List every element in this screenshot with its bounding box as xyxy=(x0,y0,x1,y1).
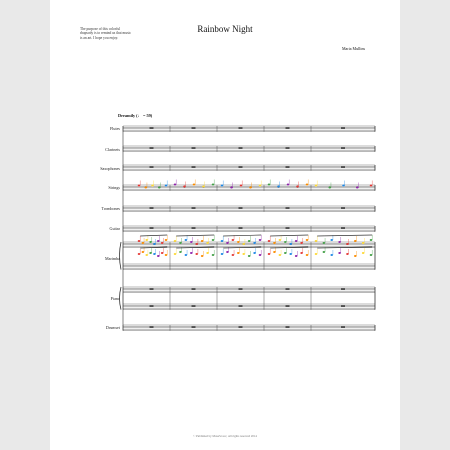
marimba-lower-note xyxy=(232,254,235,256)
marimba-upper-note xyxy=(330,239,333,241)
marimba-upper-note xyxy=(149,241,152,243)
strings-note xyxy=(230,187,233,189)
marimba-lower-note xyxy=(190,252,193,254)
marimba-upper-beam xyxy=(140,235,167,236)
marimba-upper-note xyxy=(165,239,168,241)
marimba-lower-note xyxy=(338,252,341,254)
guitar-whole-rest xyxy=(341,227,345,228)
marimba-upper-note xyxy=(323,242,326,244)
marimba-lower-note xyxy=(370,254,373,256)
strings-note xyxy=(342,185,345,187)
marimba-lower-note xyxy=(138,253,141,255)
marimba-upper-note xyxy=(338,241,341,243)
marimba-upper-note xyxy=(138,240,141,242)
clarinets-whole-rest xyxy=(239,147,243,148)
instrument-label-flutes: Flutes xyxy=(109,126,120,131)
marimba-lower-note xyxy=(323,251,326,253)
marimba-lower-note xyxy=(185,254,188,256)
marimba-upper-note xyxy=(242,243,245,245)
marimba-lower-note xyxy=(161,252,164,254)
drumset-whole-rest xyxy=(150,326,154,327)
guitar-whole-rest xyxy=(286,227,290,228)
marimba-lower-note xyxy=(295,255,298,257)
strings-note xyxy=(144,187,147,189)
piano-bass-whole-rest xyxy=(192,305,196,306)
strings-note xyxy=(296,186,299,188)
strings-note xyxy=(183,186,186,188)
marimba-upper-note xyxy=(273,242,276,244)
guitar-whole-rest xyxy=(150,227,154,228)
instrument-label-drumset: Drumset xyxy=(105,325,120,330)
piano-treble-whole-rest xyxy=(150,288,154,289)
marimba-upper-note xyxy=(212,239,215,241)
marimba-lower-note xyxy=(284,252,287,254)
piano-bass-whole-rest xyxy=(150,305,154,306)
marimba-lower-note xyxy=(149,252,152,254)
strings-note xyxy=(328,187,331,189)
marimba-upper-note xyxy=(315,240,318,242)
marimba-upper-note xyxy=(259,239,262,241)
score-page xyxy=(50,0,400,450)
marimba-lower-note xyxy=(153,253,156,255)
marimba-upper-note xyxy=(201,240,204,242)
score-description: The purpose of this colorful rhapsody is to remind us that music is an art. I hope you enjoy. xyxy=(80,27,132,40)
strings-note xyxy=(193,184,196,186)
instrument-label-saxophones: Saxophones xyxy=(100,166,120,171)
marimba-lower-note xyxy=(346,253,349,255)
marimba-lower-note xyxy=(289,253,292,255)
marimba-upper-note xyxy=(370,239,373,241)
marimba-lower-note xyxy=(300,252,303,254)
marimba-lower-note xyxy=(242,253,245,255)
marimba-lower-note xyxy=(212,254,215,256)
piano-bass-whole-rest xyxy=(341,305,345,306)
clarinets-whole-rest xyxy=(286,147,290,148)
marimba-lower-note xyxy=(165,254,168,256)
saxophones-whole-rest xyxy=(286,166,290,167)
strings-note xyxy=(240,185,243,187)
marimba-upper-note xyxy=(142,242,145,244)
marimba-upper-note xyxy=(185,239,188,241)
marimba-lower-note xyxy=(354,255,357,257)
instrument-label-clarinets: Clarinets xyxy=(105,147,120,152)
instrument-label-trombones: Trombones xyxy=(101,206,120,211)
marimba-lower-note xyxy=(206,252,209,254)
piano-treble-whole-rest xyxy=(192,288,196,289)
marimba-upper-note xyxy=(284,241,287,243)
marimba-lower-beam xyxy=(270,247,308,248)
marimba-lower-beam xyxy=(317,247,372,248)
strings-note xyxy=(158,187,161,189)
saxophones-whole-rest xyxy=(192,166,196,167)
marimba-lower-note xyxy=(142,251,145,253)
marimba-lower-note xyxy=(221,253,224,255)
strings-note xyxy=(174,184,177,186)
marimba-upper-note xyxy=(179,242,182,244)
strings-note xyxy=(221,185,224,187)
drumset-whole-rest xyxy=(286,326,290,327)
strings-note xyxy=(259,185,262,187)
flutes-whole-rest xyxy=(239,127,243,128)
instrument-label-piano: Piano xyxy=(110,296,120,301)
marimba-lower-note xyxy=(145,254,148,256)
marimba-lower-note xyxy=(201,255,204,257)
marimba-lower-beam xyxy=(223,247,261,248)
saxophones-whole-rest xyxy=(239,166,243,167)
strings-note xyxy=(138,185,141,187)
marimba-upper-beam xyxy=(317,235,372,236)
marimba-upper-note xyxy=(195,243,198,245)
marimba-upper-beam xyxy=(270,235,308,236)
marimba-upper-note xyxy=(174,240,177,242)
marimba-lower-note xyxy=(226,251,229,253)
drumset-whole-rest xyxy=(341,326,345,327)
clarinets-whole-rest xyxy=(150,147,154,148)
marimba-upper-note xyxy=(346,243,349,245)
marimba-upper-note xyxy=(206,242,209,244)
strings-note xyxy=(249,187,252,189)
piano-bass-whole-rest xyxy=(286,305,290,306)
marimba-lower-note xyxy=(273,251,276,253)
piano-treble-whole-rest xyxy=(286,288,290,289)
strings-note xyxy=(306,184,309,186)
marimba-lower-note xyxy=(179,251,182,253)
trombones-whole-rest xyxy=(192,207,196,208)
saxophones-whole-rest xyxy=(150,166,154,167)
piano-treble-whole-rest xyxy=(239,288,243,289)
flutes-whole-rest xyxy=(341,127,345,128)
marimba-lower-note xyxy=(330,254,333,256)
marimba-upper-note xyxy=(306,239,309,241)
marimba-upper-note xyxy=(190,241,193,243)
flutes-whole-rest xyxy=(150,127,154,128)
instrument-label-guitar: Guitar xyxy=(109,226,120,231)
marimba-upper-note xyxy=(362,242,365,244)
clarinets-whole-rest xyxy=(192,147,196,148)
marimba-lower-note xyxy=(268,253,271,255)
clarinets-whole-rest xyxy=(341,147,345,148)
marimba-lower-note xyxy=(195,253,198,255)
instrument-label-marimba: Marimba xyxy=(104,256,120,261)
strings-note xyxy=(202,186,205,188)
strings-note xyxy=(277,186,280,188)
marimba-lower-note xyxy=(157,255,160,257)
marimba-upper-beam xyxy=(223,235,261,236)
score-title: Rainbow Night xyxy=(197,24,253,34)
marimba-upper-note xyxy=(253,242,256,244)
piano-bass-whole-rest xyxy=(239,305,243,306)
marimba-lower-beam xyxy=(176,247,214,248)
marimba-upper-note xyxy=(161,242,164,244)
marimba-upper-note xyxy=(354,240,357,242)
trombones-whole-rest xyxy=(150,207,154,208)
strings-note xyxy=(151,185,154,187)
strings-note xyxy=(315,185,318,187)
marimba-upper-note xyxy=(232,239,235,241)
marimba-brace-icon xyxy=(120,242,122,270)
marimba-lower-note xyxy=(259,254,262,256)
strings-note xyxy=(356,187,359,189)
strings-note xyxy=(370,185,373,187)
marimba-upper-note xyxy=(295,240,298,242)
tempo-marking: Dreamily (♩ = 59) xyxy=(118,113,153,118)
strings-note xyxy=(212,184,215,186)
flutes-whole-rest xyxy=(286,127,290,128)
instrument-label-strings: Strings xyxy=(108,185,120,190)
flutes-whole-rest xyxy=(192,127,196,128)
page-footer: © Published by MuseScore | All rights reserved 2014 xyxy=(193,434,257,438)
marimba-lower-note xyxy=(253,252,256,254)
trombones-whole-rest xyxy=(286,207,290,208)
guitar-whole-rest xyxy=(239,227,243,228)
trombones-whole-rest xyxy=(239,207,243,208)
score-notation xyxy=(50,0,400,450)
marimba-upper-note xyxy=(279,239,282,241)
marimba-upper-beam xyxy=(176,235,214,236)
marimba-lower-beam xyxy=(140,247,167,248)
marimba-lower-note xyxy=(315,253,318,255)
marimba-upper-note xyxy=(300,242,303,244)
marimba-upper-note xyxy=(268,240,271,242)
piano-treble-whole-rest xyxy=(341,288,345,289)
marimba-lower-note xyxy=(306,254,309,256)
marimba-lower-note xyxy=(362,252,365,254)
drumset-whole-rest xyxy=(192,326,196,327)
strings-note xyxy=(287,184,290,186)
marimba-upper-note xyxy=(157,240,160,242)
drumset-whole-rest xyxy=(239,326,243,327)
marimba-lower-note xyxy=(174,253,177,255)
trombones-whole-rest xyxy=(341,207,345,208)
marimba-upper-note xyxy=(153,243,156,245)
marimba-lower-note xyxy=(237,252,240,254)
piano-brace-icon xyxy=(120,287,122,310)
marimba-upper-note xyxy=(221,240,224,242)
marimba-upper-note xyxy=(145,239,148,241)
marimba-lower-note xyxy=(279,254,282,256)
strings-note xyxy=(165,185,168,187)
marimba-upper-note xyxy=(289,243,292,245)
guitar-whole-rest xyxy=(192,227,196,228)
marimba-upper-note xyxy=(226,242,229,244)
composer-name: Maria Mullins xyxy=(342,46,365,51)
marimba-upper-note xyxy=(237,241,240,243)
strings-note xyxy=(268,184,271,186)
marimba-upper-note xyxy=(248,240,251,242)
saxophones-whole-rest xyxy=(341,166,345,167)
marimba-lower-note xyxy=(248,255,251,257)
